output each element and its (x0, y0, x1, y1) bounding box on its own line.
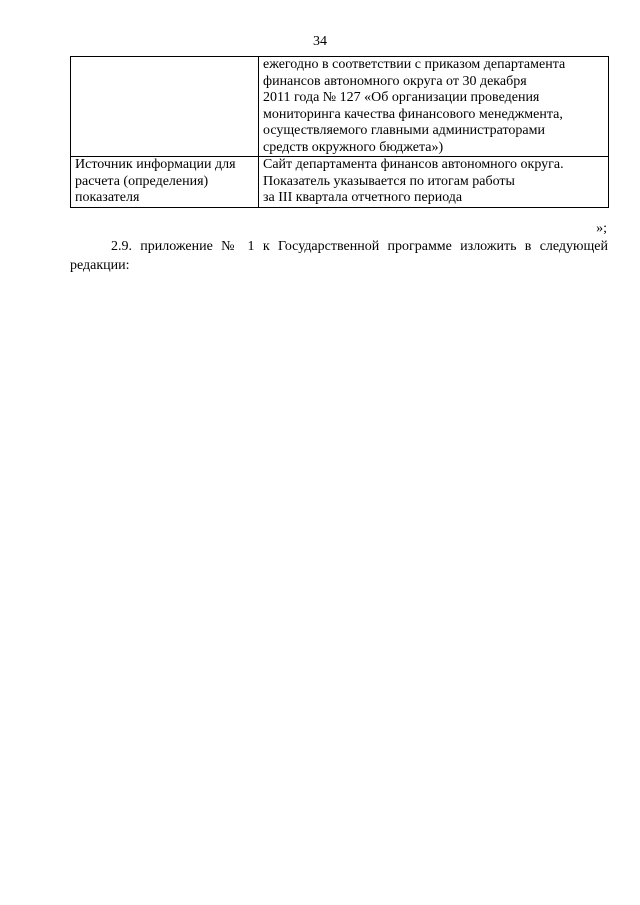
cell-text-line: ежегодно в соответствии с приказом департамента (263, 57, 566, 72)
cell-text-line: Показатель указывается по итогам работы (263, 173, 515, 189)
page-number: 34 (313, 34, 327, 49)
cell-text-line: средств окружного бюджета») (263, 139, 444, 155)
table-cell-label (71, 57, 259, 157)
cell-text-line: показателя (75, 190, 140, 205)
cell-text-line: расчета (определения) (75, 173, 209, 189)
table-cell-label (71, 157, 259, 208)
indicator-table (70, 56, 609, 208)
paragraph-line: 2.9. приложение № 1 к Государственной программе изложить в следующей (111, 239, 608, 254)
table-row (71, 57, 609, 157)
cell-text-line: за III квартала отчетного периода (263, 190, 463, 205)
paragraph-line: редакции: (70, 258, 130, 273)
cell-text-line: мониторинга качества финансового менеджмента, (263, 106, 563, 122)
cell-text-line: Источник информации для (75, 157, 236, 172)
cell-text-line: Сайт департамента финансов автономного округа. (263, 157, 564, 172)
table-cell-value (259, 157, 609, 208)
cell-text-line: финансов автономного округа от 30 декабря (263, 73, 527, 89)
amendment-paragraph (70, 237, 608, 275)
table-cell-value (259, 57, 609, 157)
table-row (71, 157, 609, 208)
cell-text-line: осуществляемого главными администраторами (263, 123, 545, 138)
cell-text-line: 2011 года № 127 «Об организации проведения (263, 90, 540, 105)
closing-quote: »; (596, 221, 607, 236)
